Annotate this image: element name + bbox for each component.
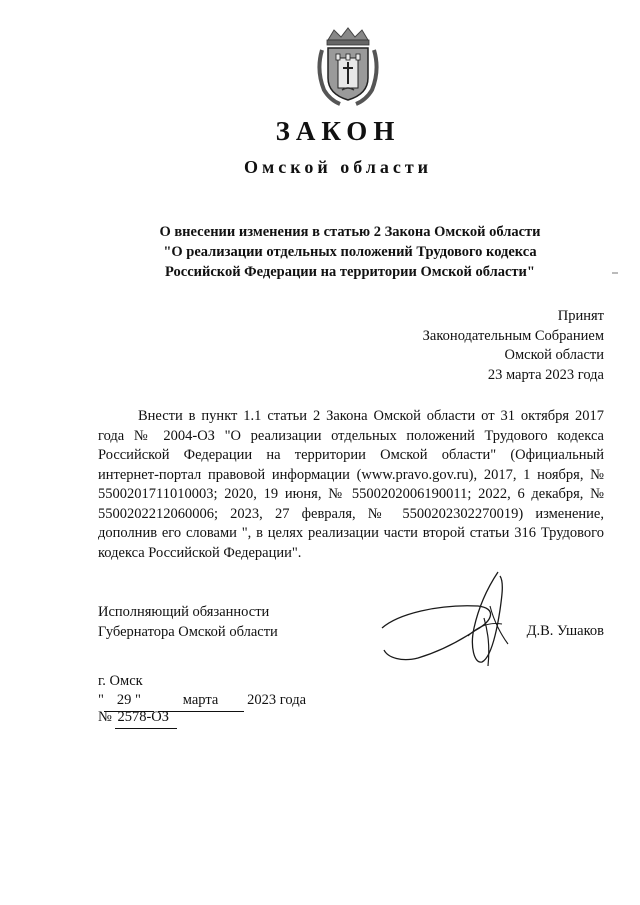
adoption-line: Омской области xyxy=(504,347,604,363)
date-month: марта xyxy=(158,691,244,712)
signer-name: Д.В. Ушаков xyxy=(526,623,604,639)
adoption-block xyxy=(423,307,604,385)
date-quote: " xyxy=(98,692,104,708)
adoption-date: 23 марта 2023 года xyxy=(487,366,604,383)
signer-title-line: Исполняющий обязанности xyxy=(98,604,270,620)
signer-title-line: Губернатора Омской области xyxy=(98,623,278,640)
document-type-heading: ЗАКОН xyxy=(275,116,401,146)
place-of-signing: г. Омск xyxy=(98,673,143,689)
law-title xyxy=(120,222,580,282)
signer-title xyxy=(98,603,278,642)
body-paragraph: Внести в пункт 1.1 статьи 2 Закона Омской области от 31 октября 2017 года № 2004-ОЗ "О реализации отдельных положений Трудового кодекса Российской Федерации на территории Омской области" (Официальный интернет-портал правовой информации (www.pravo.gov.ru), 2017, 1 ноября, № 5500201711010003; 2020, 19 июня, № 5500202006190011; 2022, 6 декабря, № 5500202212060006; 2023, 27 февраля, № 5500202302270019) изменение, дополнив его словами ", в целях реализации части второй статьи 316 Трудового кодекса Российской Федерации". xyxy=(98,408,604,561)
omsk-coat-of-arms-icon xyxy=(314,26,382,106)
scan-mark xyxy=(612,272,618,274)
number-value: 2578-ОЗ xyxy=(115,708,177,729)
law-title-line: "О реализации отдельных положений Трудового кодекса xyxy=(163,244,537,260)
adoption-line: Законодательным Собранием xyxy=(422,327,604,344)
date-day: 29 " xyxy=(104,691,154,712)
adoption-line: Принят xyxy=(557,308,604,324)
law-title-line: О внесении изменения в статью 2 Закона Омской области xyxy=(159,224,541,240)
law-title-line: Российской Федерации на территории Омской области" xyxy=(165,264,535,280)
number-prefix: № xyxy=(98,709,112,725)
date-year: 2023 года xyxy=(247,692,307,708)
law-number xyxy=(98,708,177,729)
region-heading: Омской области xyxy=(243,157,433,177)
handwritten-signature-icon xyxy=(378,566,538,674)
